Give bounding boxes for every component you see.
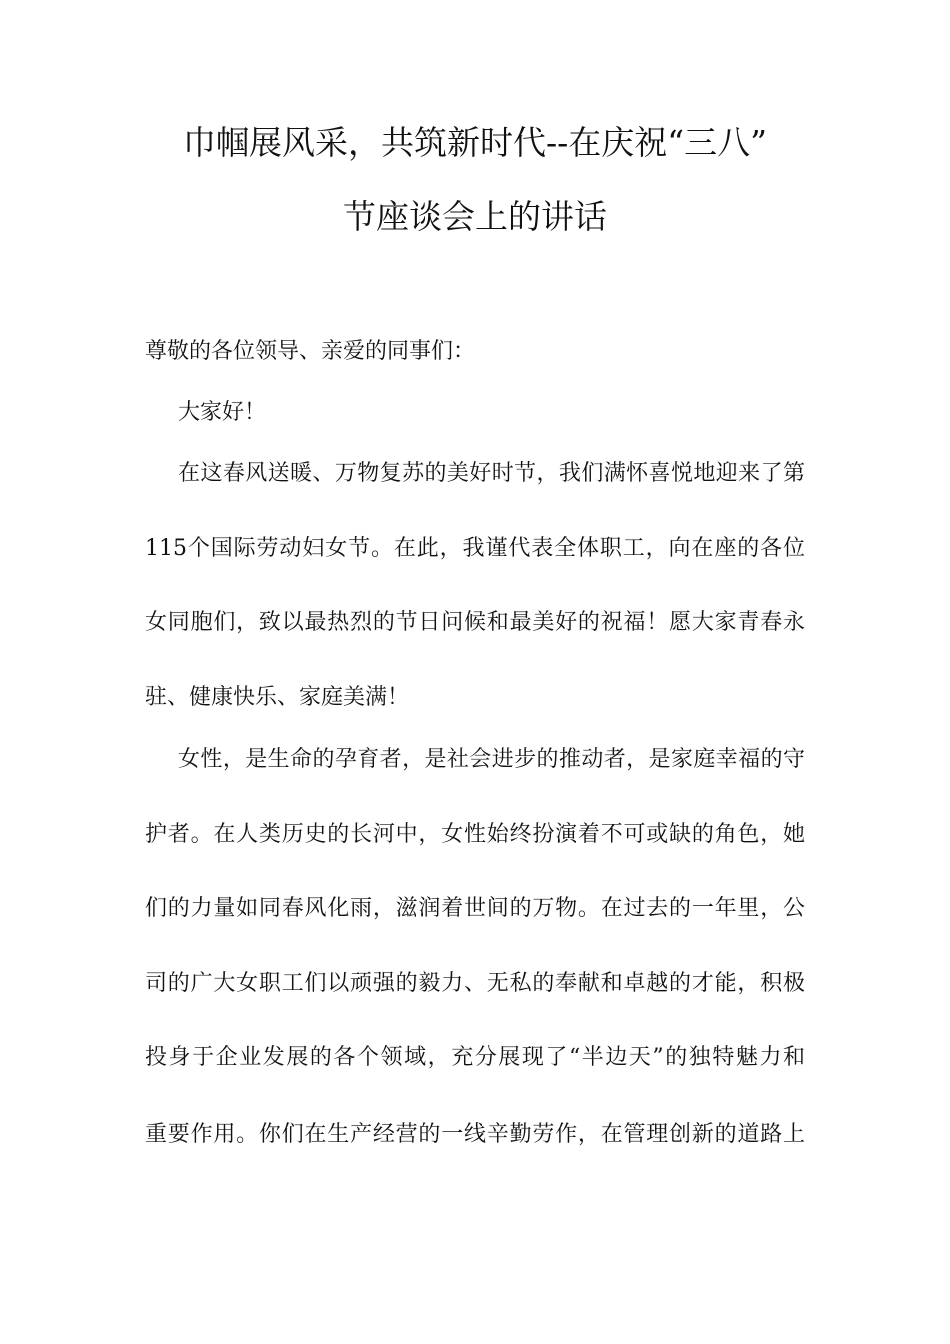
salutation: 尊敬的各位领导、亲爱的同事们： (145, 339, 476, 364)
paragraph-line: 重要作用。你们在生产经营的一线辛勤劳作，在管理创新的道路上 (145, 1122, 805, 1147)
title-line-2: 节座谈会上的讲话 (343, 197, 607, 236)
paragraph-line: 115个国际劳动妇女节。在此，我谨代表全体职工，向在座的各位 (145, 536, 805, 561)
title-line-1: 巾帼展风采，共筑新时代--在庆祝“三八” (182, 123, 768, 162)
paragraph-line: 女同胞们，致以最热烈的节日问候和最美好的祝福！愿大家青春永 (145, 610, 805, 635)
paragraph-line: 护者。在人类历史的长河中，女性始终扮演着不可或缺的角色，她 (145, 822, 805, 847)
paragraph-line: 司的广大女职工们以顽强的毅力、无私的奉献和卓越的才能，积极 (145, 971, 805, 996)
paragraph-line: 投身于企业发展的各个领域，充分展现了“半边天”的独特魅力和 (145, 1045, 805, 1070)
greeting: 大家好！ (178, 400, 267, 425)
paragraph-line: 驻、健康快乐、家庭美满！ (145, 685, 410, 710)
paragraph-line: 在这春风送暖、万物复苏的美好时节，我们满怀喜悦地迎来了第 (178, 461, 805, 486)
paragraph-line: 女性，是生命的孕育者，是社会进步的推动者，是家庭幸福的守 (178, 747, 805, 772)
paragraph-line: 们的力量如同春风化雨，滋润着世间的万物。在过去的一年里，公 (145, 896, 805, 921)
